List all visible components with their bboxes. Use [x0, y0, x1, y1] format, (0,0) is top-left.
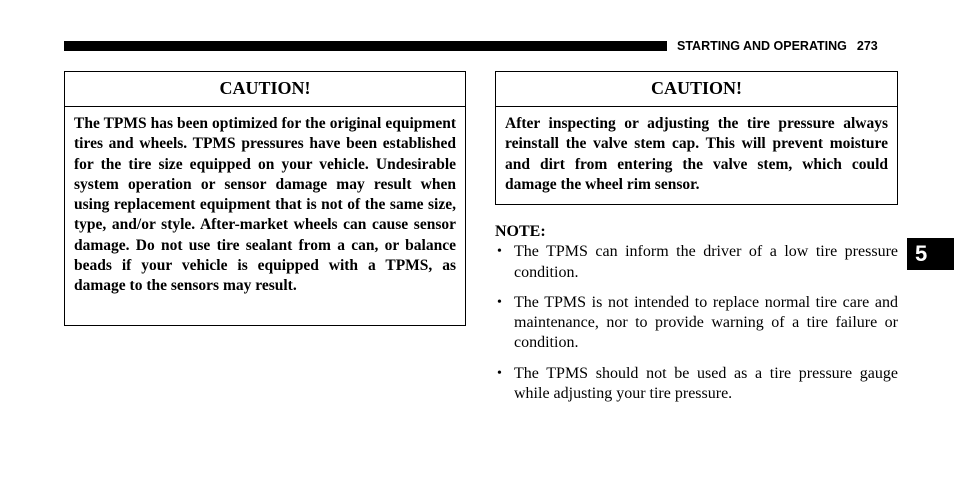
caution-text: The TPMS has been optimized for the original equipment tires and wheels. TPMS pressures have been established for the tire size equipped on your vehicle. Undesirable system operation or sensor damage may result when using replacement equipment that is not of the same size, type, and/or style. After-market wheels can cause sensor damage. Do not use tire sealant from a can, or balance beads if your vehicle is equipped with a TPMS, as damage to the sensors may result.: [74, 115, 456, 295]
caution-text: After inspecting or adjusting the tire pressure always reinstall the valve stem cap. This will prevent moisture and dirt from entering the valve stem, which could damage the wheel rim sensor.: [505, 115, 888, 193]
running-head: [677, 37, 899, 55]
header-rule: [64, 41, 667, 51]
note-item: [495, 242, 898, 283]
page-number: 273: [856, 39, 878, 53]
caution-box-left: [64, 71, 466, 326]
note-item: [495, 364, 898, 405]
bullet-icon: •: [497, 365, 502, 381]
note-list: [495, 242, 898, 404]
note-item-text: The TPMS is not intended to replace normal tire care and maintenance, nor to provide warning of a tire failure or condition.: [514, 293, 898, 352]
note-item: [495, 293, 898, 354]
note-item-text: The TPMS can inform the driver of a low tire pressure condition.: [514, 243, 898, 281]
caution-title: CAUTION!: [496, 72, 897, 107]
caution-title: CAUTION!: [65, 72, 465, 107]
note-section: [495, 222, 898, 414]
note-label: NOTE:: [495, 223, 546, 240]
caution-box-right: [495, 71, 898, 205]
note-item-text: The TPMS should not be used as a tire pressure gauge while adjusting your tire pressure.: [514, 364, 898, 403]
chapter-tab: 5: [907, 238, 954, 270]
bullet-icon: •: [497, 244, 502, 260]
section-title: STARTING AND OPERATING: [677, 39, 847, 53]
bullet-icon: •: [497, 294, 502, 310]
